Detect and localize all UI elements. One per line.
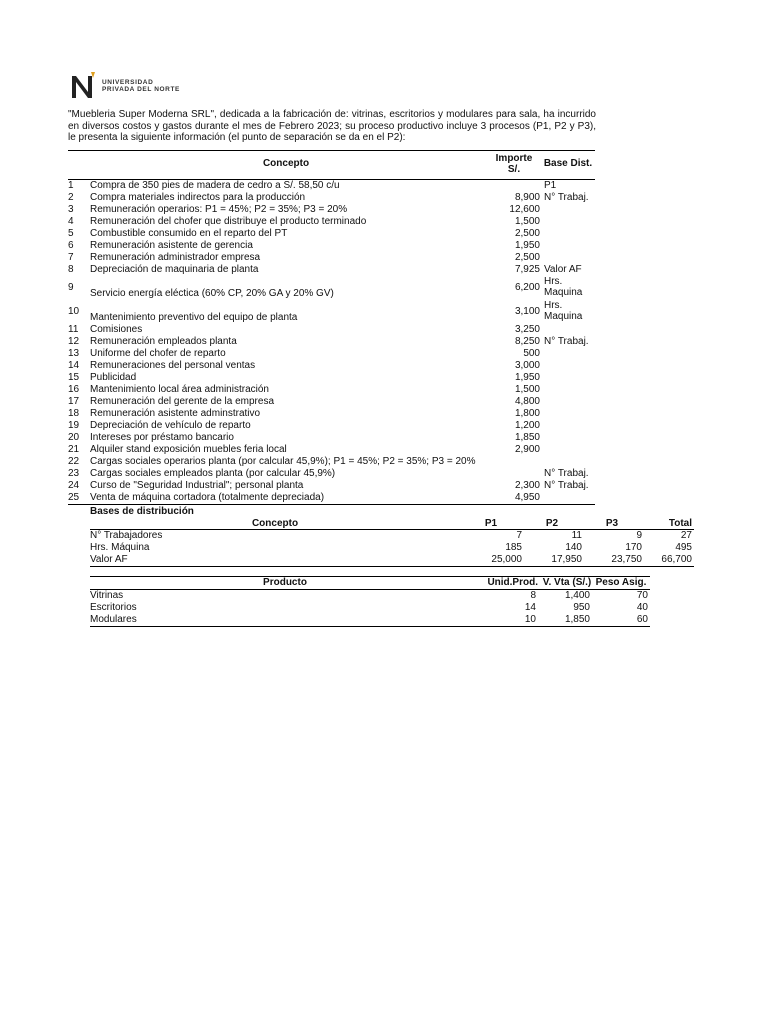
table-row bbox=[68, 420, 595, 432]
row-number: 16 bbox=[68, 384, 80, 395]
row-importe: 4,950 bbox=[514, 492, 540, 503]
row-number: 17 bbox=[68, 396, 80, 407]
row-concepto: Depreciación de maquinaria de planta bbox=[90, 264, 259, 275]
header-concepto: Concepto bbox=[262, 158, 310, 169]
row-concepto: Remuneraciones del personal ventas bbox=[90, 360, 256, 371]
bases-cell: 185 bbox=[505, 542, 522, 553]
product-cell: 1,850 bbox=[564, 614, 590, 625]
row-importe: 1,850 bbox=[514, 432, 540, 443]
table-row bbox=[90, 542, 694, 554]
row-number: 13 bbox=[68, 348, 80, 359]
table-row bbox=[68, 432, 595, 444]
row-importe: 6,200 bbox=[514, 282, 540, 293]
row-base: N° Trabaj. bbox=[544, 480, 589, 491]
products-header-producto: Producto bbox=[263, 577, 307, 588]
table-row bbox=[68, 492, 595, 504]
table-row bbox=[68, 228, 595, 240]
row-number: 3 bbox=[68, 204, 74, 215]
row-concepto: Cargas sociales operarios planta (por calcular 45,9%); P1 = 45%; P2 = 35%; P3 = 20% bbox=[90, 456, 476, 467]
bases-cell: Hrs. Máquina bbox=[90, 542, 150, 553]
row-concepto: Remuneración del gerente de la empresa bbox=[90, 396, 274, 407]
row-number: 24 bbox=[68, 480, 80, 491]
row-importe: 2,900 bbox=[514, 444, 540, 455]
bases-table bbox=[90, 506, 694, 567]
row-concepto: Compra de 350 pies de madera de cedro a S/. 58,50 c/u bbox=[90, 180, 340, 191]
table-row bbox=[68, 360, 595, 372]
table-row bbox=[68, 240, 595, 252]
products-header-peso: Peso Asig. bbox=[595, 577, 647, 588]
row-importe: 7,925 bbox=[514, 264, 540, 275]
product-cell: 70 bbox=[636, 590, 648, 601]
products-table bbox=[90, 576, 650, 627]
table-row bbox=[68, 408, 595, 420]
product-cell: 8 bbox=[530, 590, 536, 601]
row-number: 11 bbox=[68, 324, 79, 335]
row-importe: 4,800 bbox=[514, 396, 540, 407]
table-row bbox=[68, 372, 595, 384]
products-header-unid: Unid.Prod. bbox=[487, 577, 538, 588]
row-number: 12 bbox=[68, 336, 80, 347]
products-header bbox=[90, 576, 650, 590]
row-number: 10 bbox=[68, 306, 80, 317]
row-base: Hrs. Maquina bbox=[544, 300, 583, 322]
bases-cell: N° Trabajadores bbox=[90, 530, 163, 541]
row-number: 20 bbox=[68, 432, 80, 443]
table-row bbox=[68, 252, 595, 264]
product-cell: 60 bbox=[636, 614, 648, 625]
row-importe: 1,800 bbox=[514, 408, 540, 419]
row-concepto: Compra materiales indirectos para la producción bbox=[90, 192, 306, 203]
table-row bbox=[68, 444, 595, 456]
table-row bbox=[68, 192, 595, 204]
row-number: 8 bbox=[68, 264, 74, 275]
cost-table-bottom-rule bbox=[68, 504, 595, 505]
row-concepto: Uniforme del chofer de reparto bbox=[90, 348, 226, 359]
row-importe: 2,500 bbox=[514, 228, 540, 239]
product-cell: Escritorios bbox=[90, 602, 137, 613]
bases-body bbox=[90, 530, 694, 566]
table-row bbox=[68, 180, 595, 192]
products-bottom-rule bbox=[90, 626, 650, 627]
row-concepto: Comisiones bbox=[90, 324, 143, 335]
row-importe: 1,500 bbox=[514, 216, 540, 227]
table-row bbox=[90, 590, 650, 602]
table-row bbox=[68, 456, 595, 468]
table-row bbox=[90, 602, 650, 614]
bases-cell: 7 bbox=[516, 530, 522, 541]
row-concepto: Remuneración operarios: P1 = 45%; P2 = 35%; P3 = 20% bbox=[90, 204, 348, 215]
products-body bbox=[90, 590, 650, 626]
table-row bbox=[68, 384, 595, 396]
row-number: 5 bbox=[68, 228, 74, 239]
row-number: 25 bbox=[68, 492, 80, 503]
table-row bbox=[68, 480, 595, 492]
row-importe: 8,900 bbox=[514, 192, 540, 203]
bases-header-concepto: Concepto bbox=[251, 518, 299, 529]
row-concepto: Remuneración administrador empresa bbox=[90, 252, 261, 263]
row-concepto: Mantenimiento local área administración bbox=[90, 384, 269, 395]
row-number: 2 bbox=[68, 192, 74, 203]
bases-header-p2: P2 bbox=[545, 518, 559, 529]
row-concepto: Remuneración empleados planta bbox=[90, 336, 237, 347]
product-cell: 950 bbox=[573, 602, 590, 613]
row-concepto: Cargas sociales empleados planta (por calcular 45,9%) bbox=[90, 468, 336, 479]
row-importe: 3,250 bbox=[514, 324, 540, 335]
row-number: 6 bbox=[68, 240, 74, 251]
row-number: 14 bbox=[68, 360, 80, 371]
row-importe: 1,200 bbox=[514, 420, 540, 431]
row-number: 15 bbox=[68, 372, 80, 383]
row-importe: 2,300 bbox=[514, 480, 540, 491]
row-number: 9 bbox=[68, 282, 74, 293]
row-importe: 1,950 bbox=[514, 372, 540, 383]
row-concepto: Combustible consumido en el reparto del PT bbox=[90, 228, 288, 239]
row-concepto: Publicidad bbox=[90, 372, 137, 383]
products-header-vvta: V. Vta (S/.) bbox=[542, 577, 592, 588]
product-cell: 40 bbox=[636, 602, 648, 613]
row-concepto: Curso de "Seguridad Industrial"; personal planta bbox=[90, 480, 304, 491]
table-row bbox=[90, 554, 694, 566]
row-number: 19 bbox=[68, 420, 80, 431]
table-row bbox=[68, 348, 595, 360]
bases-cell: 140 bbox=[565, 542, 582, 553]
row-importe: 500 bbox=[523, 348, 540, 359]
table-row bbox=[68, 324, 595, 336]
product-cell: 14 bbox=[524, 602, 536, 613]
row-importe: 1,500 bbox=[514, 384, 540, 395]
table-row bbox=[68, 300, 595, 324]
row-concepto: Servicio energía eléctica (60% CP, 20% GA y 20% GV) bbox=[90, 288, 334, 299]
table-row bbox=[68, 216, 595, 228]
row-importe: 3,000 bbox=[514, 360, 540, 371]
bases-title: Bases de distribución bbox=[90, 506, 194, 517]
row-base: Hrs. Maquina bbox=[544, 276, 583, 298]
cost-table-body bbox=[68, 180, 595, 504]
row-number: 1 bbox=[68, 180, 74, 191]
header-importe: Importe S/. bbox=[495, 153, 533, 175]
university-logo-icon bbox=[70, 70, 98, 100]
table-row bbox=[68, 204, 595, 216]
table-row bbox=[68, 276, 595, 300]
row-concepto: Remuneración del chofer que distribuye el producto terminado bbox=[90, 216, 367, 227]
table-row bbox=[68, 264, 595, 276]
row-base: N° Trabaj. bbox=[544, 192, 589, 203]
row-number: 7 bbox=[68, 252, 74, 263]
row-concepto: Alquiler stand exposición muebles feria local bbox=[90, 444, 287, 455]
bases-header-total: Total bbox=[668, 518, 692, 529]
cost-table bbox=[68, 150, 595, 505]
row-concepto: Depreciación de vehículo de reparto bbox=[90, 420, 251, 431]
product-cell: Vitrinas bbox=[90, 590, 124, 601]
bases-cell: 17,950 bbox=[551, 554, 582, 565]
bases-header-p3: P3 bbox=[605, 518, 619, 529]
table-row bbox=[90, 530, 694, 542]
table-row bbox=[68, 468, 595, 480]
row-number: 4 bbox=[68, 216, 74, 227]
row-importe: 8,250 bbox=[514, 336, 540, 347]
bases-bottom-rule bbox=[90, 566, 694, 567]
bases-header-p1: P1 bbox=[484, 518, 498, 529]
bases-cell: 495 bbox=[675, 542, 692, 553]
product-cell: 10 bbox=[524, 614, 536, 625]
table-row bbox=[68, 396, 595, 408]
cost-table-header bbox=[68, 150, 595, 180]
university-name-line2: PRIVADA DEL NORTE bbox=[102, 86, 180, 93]
university-logo bbox=[70, 70, 210, 100]
row-concepto: Mantenimiento preventivo del equipo de planta bbox=[90, 312, 298, 323]
row-concepto: Intereses por préstamo bancario bbox=[90, 432, 234, 443]
row-concepto: Venta de máquina cortadora (totalmente depreciada) bbox=[90, 492, 325, 503]
row-base: P1 bbox=[544, 180, 557, 191]
row-importe: 12,600 bbox=[509, 204, 540, 215]
bases-cell: 23,750 bbox=[611, 554, 642, 565]
row-number: 21 bbox=[68, 444, 80, 455]
bases-cell: 170 bbox=[625, 542, 642, 553]
product-cell: Modulares bbox=[90, 614, 137, 625]
bases-cell: 66,700 bbox=[661, 554, 692, 565]
row-number: 22 bbox=[68, 456, 80, 467]
university-name-line1: UNIVERSIDAD bbox=[102, 79, 154, 86]
header-base: Base Dist. bbox=[543, 158, 593, 169]
row-importe: 2,500 bbox=[514, 252, 540, 263]
row-importe: 3,100 bbox=[514, 306, 540, 317]
bases-cell: 27 bbox=[680, 530, 692, 541]
product-cell: 1,400 bbox=[564, 590, 590, 601]
intro-paragraph: "Muebleria Super Moderna SRL", dedicada a la fabricación de: vitrinas, escritorios y modulares para sala, ha incurrido en diversos costos y gastos durante el mes de Febrero 2023; su proceso productivo incluye 3 procesos (P1, P2 y P3), le presenta la siguiente información (el punto de separación se da en el P2): bbox=[68, 109, 596, 143]
row-importe: 1,950 bbox=[514, 240, 540, 251]
table-row bbox=[68, 336, 595, 348]
table-row bbox=[90, 614, 650, 626]
bases-header bbox=[90, 518, 694, 530]
row-number: 18 bbox=[68, 408, 80, 419]
row-base: N° Trabaj. bbox=[544, 336, 589, 347]
bases-cell: 11 bbox=[571, 530, 582, 541]
bases-cell: 25,000 bbox=[491, 554, 522, 565]
bases-cell: 9 bbox=[636, 530, 642, 541]
university-name bbox=[102, 79, 180, 93]
row-concepto: Remuneración asistente adminstrativo bbox=[90, 408, 261, 419]
row-base: N° Trabaj. bbox=[544, 468, 589, 479]
row-number: 23 bbox=[68, 468, 80, 479]
row-concepto: Remuneración asistente de gerencia bbox=[90, 240, 253, 251]
row-base: Valor AF bbox=[544, 264, 582, 275]
bases-cell: Valor AF bbox=[90, 554, 128, 565]
